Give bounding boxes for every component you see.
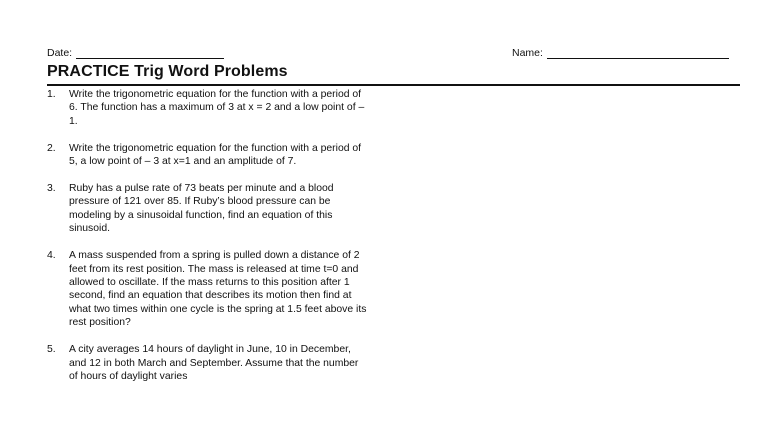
problem-number: 2. [47,142,56,154]
problem-item [47,182,377,236]
name-blank-line [547,47,729,59]
date-label: Date: [47,47,73,59]
problem-list [47,88,377,397]
date-blank-line [76,47,224,59]
problem-text: Write the trigonometric equation for the function with a period of 5, a low point of – 3 at x=1 and an amplitude of 7. [69,142,362,168]
problem-text: Ruby has a pulse rate of 73 beats per minute and a blood pressure of 121 over 85. If Ruby’s blood pressure can be modeling by a sinusoidal function, find an equation of this sinusoid. [69,183,334,235]
problem-item [47,88,377,128]
name-field [512,47,729,59]
problem-number: 4. [47,250,56,262]
name-label: Name: [512,47,543,59]
header-row [47,47,737,63]
date-field [47,47,224,59]
problem-item [47,142,377,169]
problem-item [47,249,377,329]
problem-text: A mass suspended from a spring is pulled down a distance of 2 feet from its rest position. The mass is released at time t=0 and allowed to oscillate. If the mass returns to this position after 1 second, find an equation that describes its motion then find at what two times within one cycle is the spring at 1.5 feet above its rest position? [69,250,367,329]
problem-item [47,343,377,383]
page-title: PRACTICE Trig Word Problems [47,63,288,80]
problem-number: 1. [47,89,56,100]
problem-text: A city averages 14 hours of daylight in June, 10 in December, and 12 in both March and September. Assume that the number of hours of daylight varies [69,344,359,382]
problem-number: 5. [47,344,56,356]
problem-number: 3. [47,183,56,195]
problem-text: Write the trigonometric equation for the function with a period of 6. The function has a maximum of 3 at x = 2 and a low point of –1. [69,89,365,127]
title-divider [47,84,740,86]
